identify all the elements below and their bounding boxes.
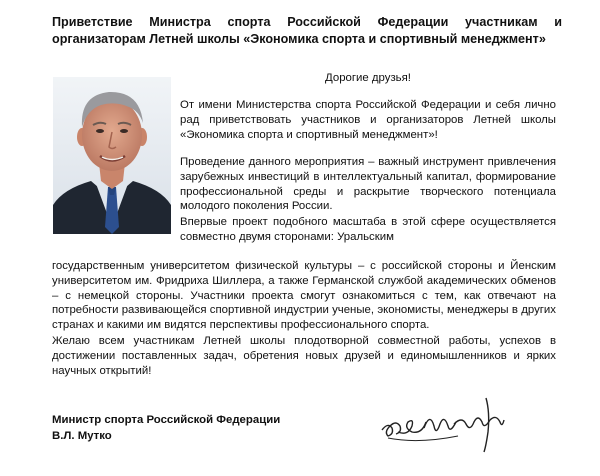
greeting: Дорогие друзья!: [325, 72, 411, 84]
handwritten-signature: [378, 392, 508, 454]
portrait-image: [53, 77, 171, 234]
signatory-block: [52, 413, 280, 444]
minister-portrait: [53, 77, 171, 234]
paragraph-wishes: Желаю всем участникам Летней школы плодотворной совместной работы, успехов в достижении поставленных задач, обретения новых друзей и единомышленников и ярких научных открытий!: [52, 335, 556, 377]
signatory-name: В.Л. Мутко: [52, 429, 112, 442]
paragraph-purpose: Проведение данного мероприятия – важный инструмент привлечения зарубежных инвестиций в интеллектуальный капитал, формирование профессиональной среды и раскрытие творческого потенциала молодого поколения России.: [180, 156, 556, 213]
paragraph-project-start: Впервые проект подобного масштаба в этой сфере осуществляется совместно двумя сторонами: Уральским: [180, 216, 556, 243]
paragraph-welcome: От имени Министерства спорта Российской Федерации и себя лично рад приветствовать участников и организаторов Летней школы «Экономика спорта и спортивный менеджмент»!: [180, 99, 556, 141]
paragraph-project-continued: государственным университетом физической культуры – с российской стороны и Йенским университетом им. Фридриха Шиллера, а также Германской службой академических обменов – с немецкой стороны. Участники проекта смогут ознакомиться с тем, как отвечают на потребности развивающейся спортивной индустрии ученые, экономисты, менеджеры в других странах и какими им видятся перспективы профессионального спорта.: [52, 260, 556, 332]
document-title: Приветствие Министра спорта Российской Федерации участникам и организаторам Летней школы «Экономика спорта и спортивный менеджмент»: [52, 15, 562, 46]
signatory-position: Министр спорта Российской Федерации: [52, 414, 281, 426]
